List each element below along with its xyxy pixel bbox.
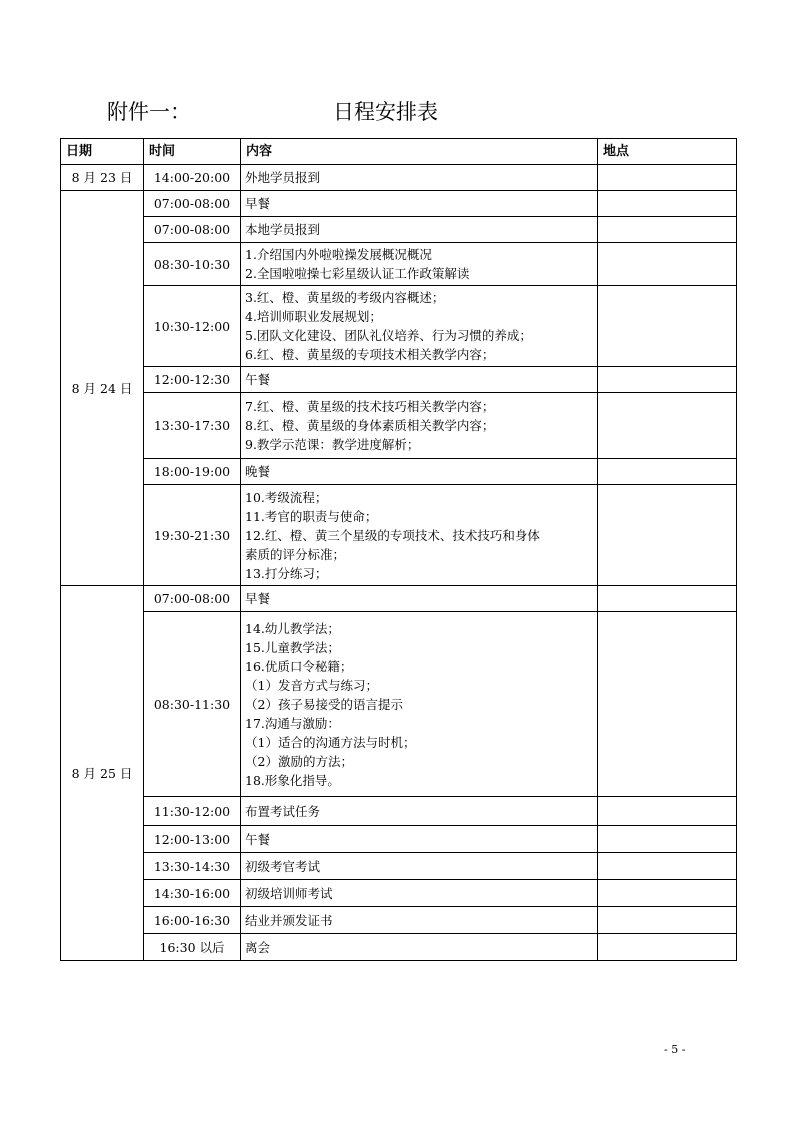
- location-cell: [598, 907, 737, 934]
- location-cell: [598, 586, 737, 612]
- time-cell: 07:00-08:00: [144, 191, 241, 217]
- time-cell: 08:30-11:30: [144, 612, 241, 797]
- table-row: [61, 286, 737, 367]
- time-cell: 07:00-08:00: [144, 217, 241, 243]
- page-title: 日程安排表: [333, 100, 438, 124]
- content-line: 结业并颁发证书: [245, 912, 333, 928]
- content-line: 17.沟通与激励：: [245, 715, 340, 731]
- content-line: （1）发音方式与练习；: [245, 677, 378, 693]
- location-cell: [598, 459, 737, 485]
- time-cell: 19:30-21:30: [144, 485, 241, 586]
- content-line: 9.教学示范课：教学进度解析；: [245, 437, 420, 452]
- time-cell: 12:00-13:00: [144, 826, 241, 853]
- content-cell: [241, 459, 598, 485]
- content-cell: [241, 286, 598, 367]
- header-content: 内容: [241, 139, 598, 165]
- content-line: （2）激励的方法；: [245, 753, 353, 769]
- content-line: 10.考级流程；: [245, 489, 328, 505]
- location-cell: [598, 286, 737, 367]
- time-cell: 16:30 以后: [144, 934, 241, 961]
- content-cell: [241, 165, 598, 191]
- table-row: [61, 459, 737, 485]
- location-cell: [598, 367, 737, 393]
- document-heading: [0, 96, 793, 126]
- content-line: 7.红、橙、黄星级的技术技巧相关教学内容；: [245, 399, 495, 414]
- time-cell: 07:00-08:00: [144, 586, 241, 612]
- location-cell: [598, 853, 737, 880]
- content-line: 18.形象化指导。: [245, 772, 340, 788]
- header-location: 地点: [598, 139, 737, 165]
- time-cell: 18:00-19:00: [144, 459, 241, 485]
- content-cell: [241, 826, 598, 853]
- content-line: 11.考官的职责与使命；: [245, 508, 378, 524]
- content-line: （2）孩子易接受的语言提示: [245, 696, 403, 712]
- content-line: 离会: [245, 939, 271, 955]
- content-line: 晚餐: [245, 464, 271, 479]
- content-cell: [241, 586, 598, 612]
- location-cell: [598, 393, 737, 459]
- content-cell: [241, 367, 598, 393]
- content-line: 13.打分练习；: [245, 565, 328, 581]
- date-cell: 8 月 24 日: [61, 191, 144, 586]
- location-cell: [598, 243, 737, 286]
- content-line: 15.儿童教学法；: [245, 639, 340, 655]
- time-cell: 14:00-20:00: [144, 165, 241, 191]
- table-row: [61, 165, 737, 191]
- content-line: 2.全国啦啦操七彩星级认证工作政策解读: [245, 266, 470, 281]
- location-cell: [598, 880, 737, 907]
- content-line: 初级考官考试: [245, 858, 321, 874]
- table-row: [61, 880, 737, 907]
- table-row: [61, 612, 737, 797]
- header-row: [61, 139, 737, 165]
- content-line: 初级培训师考试: [245, 885, 333, 901]
- location-cell: [598, 165, 737, 191]
- content-line: 午餐: [245, 831, 271, 847]
- table-row: [61, 191, 737, 217]
- header-date: 日期: [61, 139, 144, 165]
- time-cell: 14:30-16:00: [144, 880, 241, 907]
- table-row: [61, 907, 737, 934]
- time-cell: 12:00-12:30: [144, 367, 241, 393]
- content-line: 16.优质口令秘籍；: [245, 658, 353, 674]
- time-cell: 10:30-12:00: [144, 286, 241, 367]
- location-cell: [598, 217, 737, 243]
- content-line: （1）适合的沟通方法与时机；: [245, 734, 416, 750]
- table-row: [61, 485, 737, 586]
- content-line: 1.介绍国内外啦啦操发展概况概况: [245, 247, 432, 262]
- content-line: 4.培训师职业发展规划；: [245, 309, 382, 324]
- content-line: 早餐: [245, 196, 271, 211]
- table-row: [61, 853, 737, 880]
- date-cell: 8 月 23 日: [61, 165, 144, 191]
- time-cell: 13:30-14:30: [144, 853, 241, 880]
- time-cell: 08:30-10:30: [144, 243, 241, 286]
- date-cell: 8 月 25 日: [61, 586, 144, 961]
- content-line: 素质的评分标准；: [245, 546, 346, 562]
- schedule-body: [61, 165, 737, 961]
- content-line: 8.红、橙、黄星级的身体素质相关教学内容；: [245, 418, 495, 433]
- content-line: 午餐: [245, 372, 271, 387]
- time-cell: 11:30-12:00: [144, 797, 241, 826]
- table-row: [61, 826, 737, 853]
- location-cell: [598, 797, 737, 826]
- location-cell: [598, 826, 737, 853]
- location-cell: [598, 191, 737, 217]
- attachment-label: 附件一：: [107, 100, 191, 124]
- content-line: 3.红、橙、黄星级的考级内容概述；: [245, 290, 445, 305]
- page-number: - 5 -: [664, 1043, 686, 1056]
- content-cell: [241, 934, 598, 961]
- table-row: [61, 393, 737, 459]
- content-line: 14.幼儿教学法；: [245, 620, 340, 636]
- location-cell: [598, 612, 737, 797]
- content-cell: [241, 393, 598, 459]
- time-cell: 16:00-16:30: [144, 907, 241, 934]
- content-line: 早餐: [245, 591, 271, 606]
- table-row: [61, 367, 737, 393]
- table-row: [61, 217, 737, 243]
- schedule-table: [60, 138, 737, 961]
- content-cell: [241, 853, 598, 880]
- time-cell: 13:30-17:30: [144, 393, 241, 459]
- content-cell: [241, 243, 598, 286]
- content-line: 布置考试任务: [245, 803, 321, 819]
- content-cell: [241, 485, 598, 586]
- content-line: 6.红、橙、黄星级的专项技术相关教学内容；: [245, 347, 495, 362]
- content-cell: [241, 612, 598, 797]
- content-cell: [241, 880, 598, 907]
- content-line: 本地学员报到: [245, 222, 321, 237]
- table-row: [61, 934, 737, 961]
- content-line: 12.红、橙、黄三个星级的专项技术、技术技巧和身体: [245, 527, 540, 543]
- location-cell: [598, 934, 737, 961]
- content-cell: [241, 907, 598, 934]
- content-line: 5.团队文化建设、团队礼仪培养、行为习惯的养成；: [245, 328, 532, 343]
- content-line: 外地学员报到: [245, 170, 321, 185]
- table-row: [61, 243, 737, 286]
- content-cell: [241, 217, 598, 243]
- content-cell: [241, 797, 598, 826]
- location-cell: [598, 485, 737, 586]
- content-cell: [241, 191, 598, 217]
- table-row: [61, 586, 737, 612]
- table-row: [61, 797, 737, 826]
- header-time: 时间: [144, 139, 241, 165]
